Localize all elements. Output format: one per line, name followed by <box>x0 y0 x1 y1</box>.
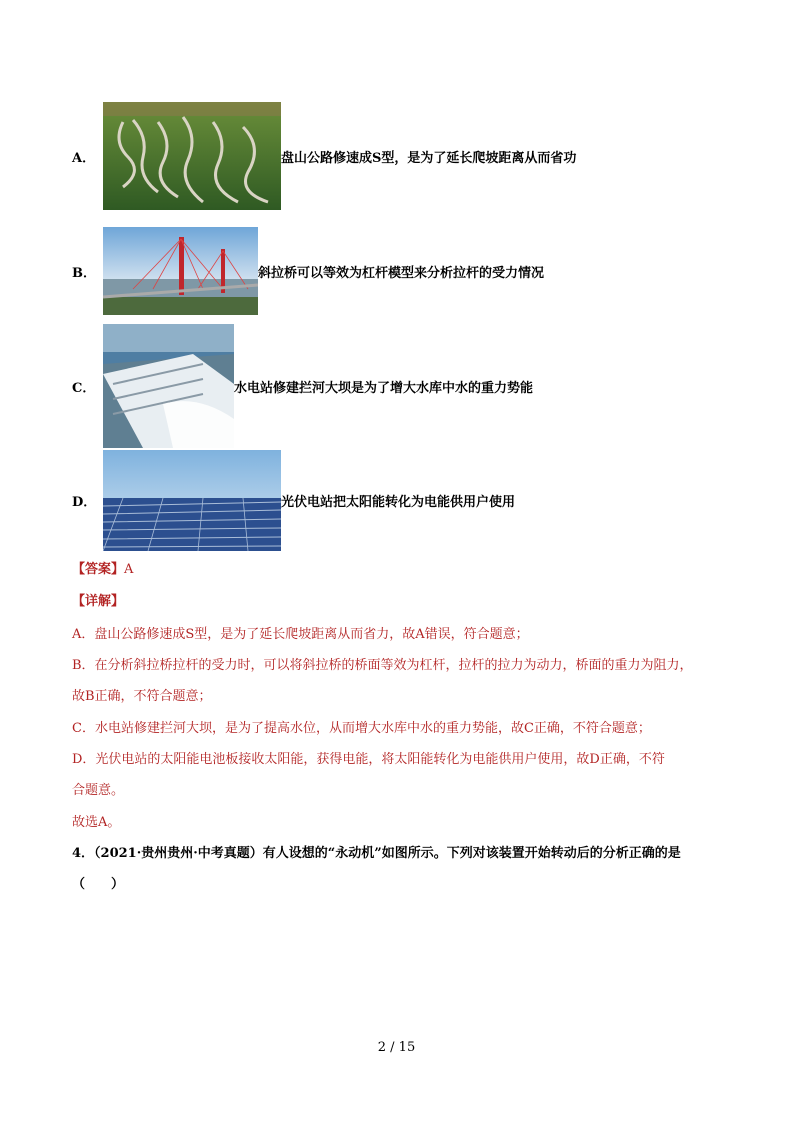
option-c-letter: C． <box>72 380 96 396</box>
option-a-letter: A． <box>72 150 96 166</box>
option-c-text: 水电站修建拦河大坝是为了增大水库中水的重力势能 <box>234 380 534 396</box>
option-b-letter: B． <box>72 265 96 281</box>
option-c[interactable] <box>72 324 533 448</box>
explanation-line-3: 故B正确，不符合题意； <box>72 689 212 704</box>
option-d[interactable] <box>72 450 515 551</box>
cable-bridge-photo <box>103 227 258 315</box>
answer-line <box>72 558 133 577</box>
option-d-letter: D． <box>72 495 97 510</box>
answer-label: 【答案】 <box>72 562 125 577</box>
detail-label: 【详解】 <box>72 594 125 609</box>
question-4-line-1: 4．（2021·贵州贵州·中考真题）有人设想的“永动机”如图所示。下列对该装置开始转动后的分析正确的是 <box>72 846 681 861</box>
explanation-line-2: B．在分析斜拉桥拉杆的受力时，可以将斜拉桥的桥面等效为杠杆，拉杆的拉力为动力，桥面的重力为阻力， <box>72 658 693 673</box>
conclusion-line: 故选A。 <box>72 815 121 830</box>
option-b-text: 斜拉桥可以等效为杠杆模型来分析拉杆的受力情况 <box>258 265 545 281</box>
option-b[interactable] <box>72 227 544 315</box>
explanation-line-1: A．盘山公路修速成S型，是为了延长爬坡距离从而省力，故A错误，符合题意； <box>72 627 529 642</box>
explanation-line-4: C．水电站修建拦河大坝，是为了提高水位，从而增大水库中水的重力势能，故C正确，不符合题意； <box>72 721 651 736</box>
answer-value: A <box>124 562 134 577</box>
question-4-line-2: （ ） <box>72 877 125 892</box>
option-a-text: 盘山公路修速成S型，是为了延长爬坡距离从而省功 <box>281 150 577 166</box>
hydropower-dam-photo <box>103 324 234 448</box>
page-number: 2 / 15 <box>377 1040 416 1055</box>
option-d-text: 光伏电站把太阳能转化为电能供用户使用 <box>281 495 516 510</box>
explanation-line-5: D．光伏电站的太阳能电池板接收太阳能，获得电能，将太阳能转化为电能供用户使用，故D正确，不符 <box>72 752 665 767</box>
option-a[interactable] <box>72 102 576 210</box>
mountain-road-photo <box>103 102 281 210</box>
explanation-line-6: 合题意。 <box>72 783 125 798</box>
solar-farm-photo <box>103 450 281 551</box>
